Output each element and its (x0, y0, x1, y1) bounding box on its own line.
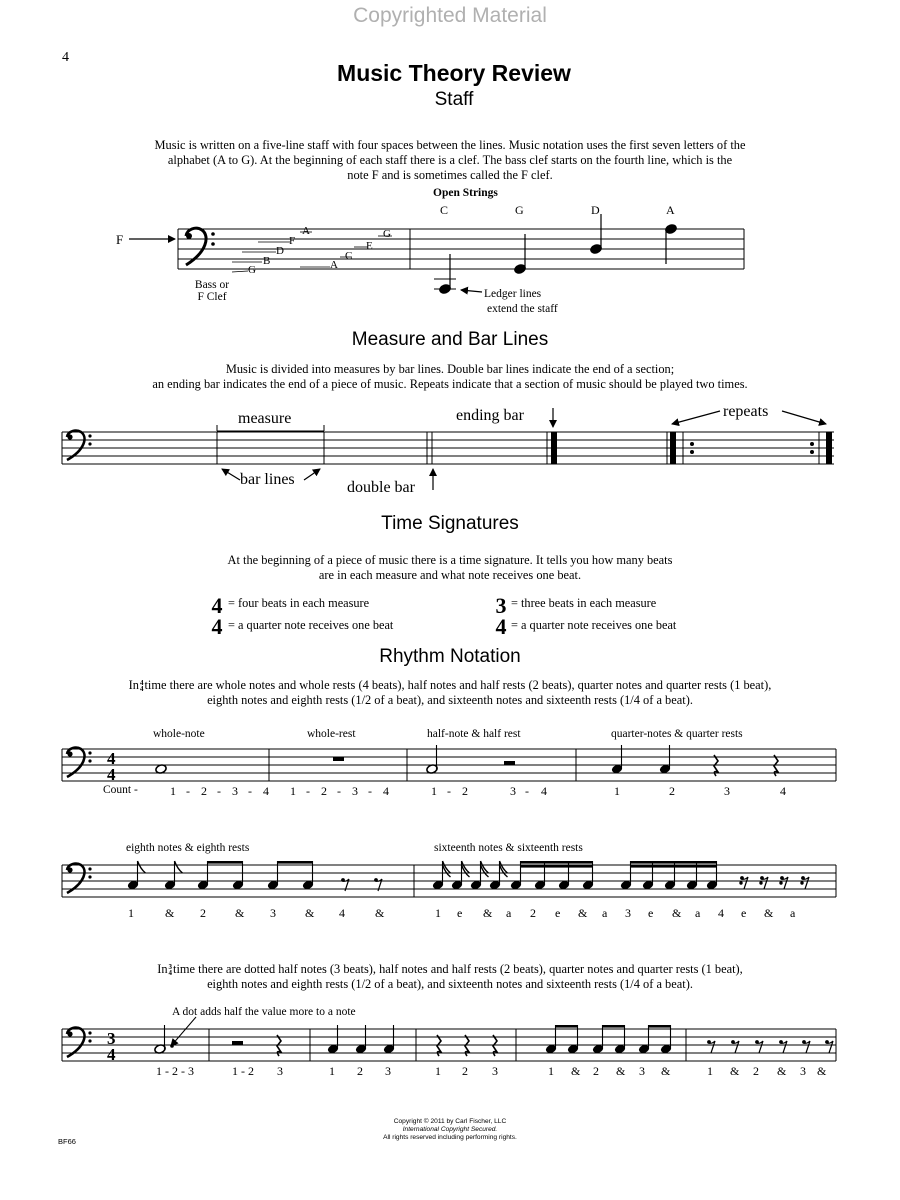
count-syllable: & (305, 906, 315, 920)
note-letter-g: G (248, 264, 256, 276)
count-syllable: & (571, 1064, 581, 1078)
count-syllable: 3 (277, 1064, 283, 1078)
paragraph-line: are in each measure and what note receives one beat. (318, 568, 582, 582)
measure-bracket (217, 425, 324, 431)
count-syllable: 1 - 2 - 3 (156, 1064, 194, 1078)
paragraph-line: Music is written on a five-line staff with four spaces between the lines. Music notation uses the first seven letters of the (154, 138, 746, 152)
whole-rest-label: whole-rest (307, 728, 356, 740)
para-prefix: In (157, 962, 168, 976)
para-text: time there are dotted half notes (3 beats), half notes and half rests (2 beats), quarter notes and quarter rests (1 beat), (173, 962, 743, 976)
count-syllable: 1 (707, 1064, 713, 1078)
count-syllable: e (457, 906, 463, 920)
count-syllable: - (447, 784, 451, 798)
page-subtitle: Staff (434, 89, 474, 110)
time-sig-bottom: 4 (107, 1045, 116, 1064)
count-syllable: & (661, 1064, 671, 1078)
eighth-rest (782, 877, 788, 889)
rhythm-staff-1 (62, 749, 836, 781)
clef-label-line: F Clef (197, 291, 227, 303)
count-syllable: 2 (357, 1064, 363, 1078)
rhythm-staff-3 (62, 1029, 836, 1061)
count-syllable: 3 (352, 784, 358, 798)
open-strings-label: Open Strings (433, 187, 498, 199)
ending-bar-label: ending bar (456, 407, 524, 424)
note-beam (603, 1025, 625, 1028)
count-syllable: e (648, 906, 654, 920)
count-syllable: 2 (462, 784, 468, 798)
count-syllable: 1 (548, 1064, 554, 1078)
paragraph-line: alphabet (A to G). At the beginning of each staff there is a clef. The bass clef starts on the fourth line, which is the (167, 153, 733, 167)
half-rest (232, 1041, 243, 1045)
count-syllable: & (616, 1064, 626, 1078)
paragraph-line: an ending bar indicates the end of a piece of music. Repeats indicate that a section of music should be played two times. (152, 377, 748, 391)
count-syllable: 1 (170, 784, 176, 798)
clef-label-line: Bass or (194, 279, 230, 291)
sixteenth-rest-dot (800, 881, 803, 884)
sixteenth-rest-dot (779, 881, 782, 884)
open-string-a: A (666, 203, 675, 217)
row1-music (155, 745, 778, 776)
count-syllable: 1 (435, 1064, 441, 1078)
note-letter-d: D (276, 245, 284, 257)
open-string-c: C (440, 203, 449, 217)
count-syllable: - (368, 784, 372, 798)
time-sig-3-bottom: 4 (495, 614, 507, 639)
footer-line: International Copyright Secured. (402, 1126, 498, 1133)
dot-label: A dot adds half the value more to a note (172, 1006, 356, 1018)
time-sig-3-top: 3 (495, 593, 507, 618)
count-syllable: - (186, 784, 190, 798)
ledger-label-line: extend the staff (487, 303, 558, 315)
footer-line: All rights reserved including performing rights. (383, 1134, 517, 1141)
count-syllable: 3 (800, 1064, 806, 1078)
note-beam (208, 861, 243, 864)
count-syllable: a (790, 906, 796, 920)
count-syllable: 3 (639, 1064, 645, 1078)
paragraph-line: Music is divided into measures by bar lines. Double bar lines indicate the end of a section; (225, 362, 675, 376)
rhythm-staff-2 (62, 865, 836, 897)
staff-diagram (178, 229, 744, 269)
count-syllable: & (483, 906, 493, 920)
sixteenth-rest-dot (759, 881, 762, 884)
count-syllable: a (506, 906, 512, 920)
note-beam (556, 1025, 578, 1028)
count-syllable: & (578, 906, 588, 920)
count-syllable: & (764, 906, 774, 920)
note-flag (175, 861, 183, 873)
note-beam (631, 865, 717, 868)
time-signatures-heading: Time Signatures (381, 513, 519, 534)
eighth-rest (781, 1041, 787, 1053)
count-syllable: 3 (232, 784, 238, 798)
measure-staff (62, 432, 834, 464)
count-syllable: 4 (541, 784, 547, 798)
quarter-notes-rests-label: quarter-notes & quarter rests (611, 728, 743, 740)
bar-lines-label: bar lines (240, 471, 295, 488)
eighth-rest (733, 1041, 739, 1053)
note-beam (278, 861, 313, 864)
note-letter-f: F (289, 235, 296, 247)
count-syllable: & (235, 906, 245, 920)
footer-line: Copyright © 2011 by Carl Fischer, LLC (393, 1118, 507, 1125)
repeats-label: repeats (723, 403, 769, 420)
time-sig-4-top: 4 (211, 593, 223, 618)
count-syllable: 2 (669, 784, 675, 798)
f-line-label: F (116, 232, 124, 247)
count-syllable: 2 (200, 906, 206, 920)
count-syllable: e (555, 906, 561, 920)
eighth-rest (804, 1041, 810, 1053)
paragraph-line: note F and is sometimes called the F clef. (347, 168, 553, 182)
open-string-g: G (515, 203, 524, 217)
page-title: Music Theory Review (337, 60, 571, 86)
note-beam (521, 865, 593, 868)
count-syllable: 1 (128, 906, 134, 920)
ending-bar-thick (551, 432, 557, 464)
count-syllable: 2 (201, 784, 207, 798)
measure-heading: Measure and Bar Lines (351, 329, 549, 350)
count-syllable: & (672, 906, 682, 920)
paragraph-line: At the beginning of a piece of music there is a time signature. It tells you how many beats (227, 553, 673, 567)
note-letter-a2: A (330, 259, 338, 271)
count-syllable: & (730, 1064, 740, 1078)
count-syllable: 1 (431, 784, 437, 798)
half-note-rest-label: half-note & half rest (427, 728, 521, 740)
count-syllable: e (741, 906, 747, 920)
count-syllable: 2 (593, 1064, 599, 1078)
frac-top: 4 (139, 679, 144, 688)
count-syllable: 3 (724, 784, 730, 798)
double-bar-label: double bar (347, 479, 415, 496)
eighth-rest (762, 877, 768, 889)
count-syllable: 2 (530, 906, 536, 920)
count-syllable: 3 (625, 906, 631, 920)
half-rest (504, 761, 515, 765)
dot-pointer-arrow (171, 1017, 196, 1046)
note-letter-a: A (302, 225, 310, 237)
note-letter-c: C (345, 250, 353, 262)
note-letter-e: E (366, 240, 373, 252)
count-syllable: 1 (435, 906, 441, 920)
count-syllable: 4 (718, 906, 724, 920)
eighth-rest (709, 1041, 715, 1053)
open-string-d: D (591, 203, 600, 217)
note-letter-b: B (263, 255, 271, 267)
rhythm-heading: Rhythm Notation (379, 646, 521, 667)
count-syllable: 2 (321, 784, 327, 798)
note-flag (138, 861, 146, 873)
time-sig-top: 3 (107, 1029, 116, 1048)
count-syllable: 3 (492, 1064, 498, 1078)
measure-label: measure (238, 410, 292, 427)
sixteenth-notes-rests-label: sixteenth notes & sixteenth rests (434, 842, 583, 854)
eighth-notes-rests-label: eighth notes & eighth rests (126, 842, 250, 854)
count-syllable: 3 (385, 1064, 391, 1078)
row3-music (154, 1025, 833, 1056)
eighth-rest (742, 877, 748, 889)
count-syllable: - (337, 784, 341, 798)
count-syllable: & (817, 1064, 827, 1078)
count-syllable: 3 (270, 906, 276, 920)
count-label: Count - (103, 784, 138, 796)
catalog-code: BF66 (58, 1137, 76, 1146)
count-syllable: 1 - 2 (232, 1064, 254, 1078)
time-sig-3-top-text: = three beats in each measure (511, 596, 657, 610)
time-sig-4-top-text: = four beats in each measure (228, 596, 370, 610)
count-syllable: 3 (510, 784, 516, 798)
count-syllable: 1 (614, 784, 620, 798)
count-syllable: 4 (780, 784, 786, 798)
count-syllable: 1 (329, 1064, 335, 1078)
count-syllable: & (165, 906, 175, 920)
whole-note-label: whole-note (153, 728, 205, 740)
ledger-label-line: Ledger lines (484, 288, 542, 300)
count-syllable: a (695, 906, 701, 920)
count-syllable: a (602, 906, 608, 920)
para-text: time there are whole notes and whole rests (4 beats), half notes and half rests (2 beats), quarter notes and quarter rests (1 beat), (144, 678, 772, 692)
count-syllable: 2 (753, 1064, 759, 1078)
frac-top: 3 (168, 963, 173, 972)
note-beam (521, 861, 593, 864)
count-syllable: 2 (462, 1064, 468, 1078)
time-sig-row1 (107, 749, 116, 784)
ledger-arrow (461, 290, 482, 292)
count-syllable: & (777, 1064, 787, 1078)
watermark: Copyrighted Material (353, 4, 547, 27)
page-number: 4 (62, 50, 69, 65)
note-beam (649, 1025, 671, 1028)
time-sig-bottom: 4 (107, 765, 116, 784)
note-letter-guides (232, 232, 392, 272)
time-sig-top: 4 (107, 749, 116, 768)
count-syllable: - (217, 784, 221, 798)
sixteenth-rest-dot (739, 881, 742, 884)
paragraph-line: eighth notes and eighth rests (1/2 of a beat), and sixteenth notes and sixteenth rests (1/4 of a beat). (207, 693, 693, 707)
paragraph-line: eighth notes and eighth rests (1/2 of a beat), and sixteenth notes and sixteenth rests (1/4 of a beat). (207, 977, 693, 991)
count-syllable: & (375, 906, 385, 920)
time-sig-3-bottom-text: = a quarter note receives one beat (511, 618, 677, 632)
whole-rest (333, 757, 344, 761)
eighth-rest (803, 877, 809, 889)
open-string-notes (434, 214, 678, 295)
count-syllable: - (306, 784, 310, 798)
time-sig-4-bottom-text: = a quarter note receives one beat (228, 618, 394, 632)
note-letter-g2: G (383, 228, 391, 240)
count-syllable: 4 (339, 906, 345, 920)
eighth-rest (757, 1041, 763, 1053)
frac-bottom: 4 (139, 685, 144, 694)
count-syllable: - (248, 784, 252, 798)
whole-note-center (158, 767, 164, 771)
time-sig-row3 (107, 1029, 116, 1064)
count-syllable: 4 (263, 784, 269, 798)
measure-arrows (222, 408, 826, 490)
count-syllable: 1 (290, 784, 296, 798)
repeat-end-thick (826, 432, 832, 464)
count-syllable: 4 (383, 784, 389, 798)
para-prefix: In (128, 678, 139, 692)
frac-bottom: 4 (168, 969, 173, 978)
note-beam (631, 861, 717, 864)
repeat-start-thick (670, 432, 676, 464)
time-sig-4-bottom: 4 (211, 614, 223, 639)
count-syllable: - (525, 784, 529, 798)
eighth-rest (827, 1041, 833, 1053)
